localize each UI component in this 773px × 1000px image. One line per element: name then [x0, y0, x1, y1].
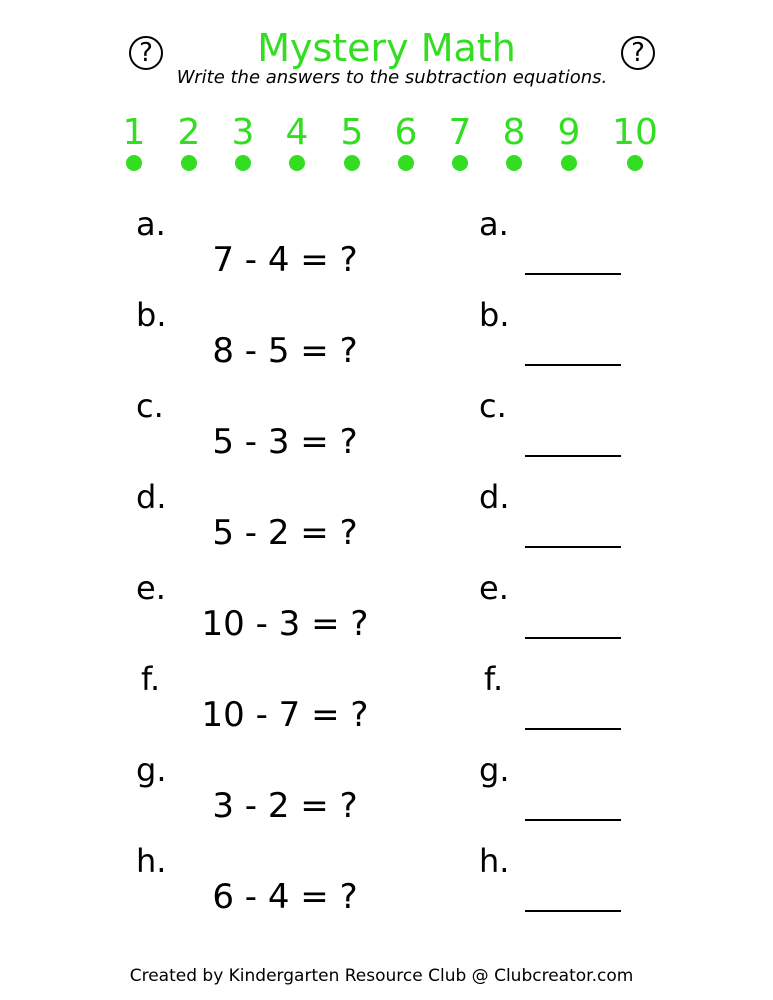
number-line-dot	[181, 155, 197, 171]
page-subtitle: Write the answers to the subtraction equations.	[176, 67, 608, 88]
problem-letter: e.	[136, 569, 166, 607]
answer-letter: a.	[479, 205, 509, 243]
problem-letter: a.	[136, 205, 166, 243]
number-line-dot	[126, 155, 142, 171]
answer-blank[interactable]	[525, 819, 621, 821]
problem-letter: f.	[141, 660, 161, 698]
answer-blank[interactable]	[525, 546, 621, 548]
problem-letter: g.	[136, 751, 167, 789]
number-line-dot	[627, 155, 643, 171]
number-line-dot	[289, 155, 305, 171]
problem-equation: 7 - 4 = ?	[212, 240, 358, 280]
number-line-number: 10	[612, 112, 658, 153]
problem-equation: 10 - 7 = ?	[201, 695, 369, 735]
answer-blank[interactable]	[525, 910, 621, 912]
number-line-number: 8	[502, 112, 526, 153]
number-line-number: 5	[340, 112, 364, 153]
number-line-dot	[398, 155, 414, 171]
number-line-number: 6	[394, 112, 418, 153]
answer-blank[interactable]	[525, 728, 621, 730]
number-line-dot	[452, 155, 468, 171]
question-icon: ?	[129, 36, 163, 70]
problem-equation: 10 - 3 = ?	[201, 604, 369, 644]
problem-equation: 8 - 5 = ?	[212, 331, 358, 371]
problem-equation: 3 - 2 = ?	[212, 786, 358, 826]
number-line-dot	[506, 155, 522, 171]
problem-equation: 5 - 2 = ?	[212, 513, 358, 553]
answer-blank[interactable]	[525, 637, 621, 639]
number-line-number: 9	[557, 112, 581, 153]
answer-letter: e.	[479, 569, 509, 607]
answer-letter: d.	[479, 478, 510, 516]
answer-blank[interactable]	[525, 364, 621, 366]
answer-blank[interactable]	[525, 455, 621, 457]
number-line-dot	[344, 155, 360, 171]
answer-letter: g.	[479, 751, 510, 789]
question-icon: ?	[621, 36, 655, 70]
footer-credit: Created by Kindergarten Resource Club @ Clubcreator.com	[129, 966, 634, 986]
answer-letter: f.	[484, 660, 504, 698]
number-line-dot	[561, 155, 577, 171]
answer-letter: b.	[479, 296, 510, 334]
answer-letter: h.	[479, 842, 510, 880]
problem-letter: c.	[136, 387, 164, 425]
problem-equation: 5 - 3 = ?	[212, 422, 358, 462]
number-line-number: 3	[231, 112, 255, 153]
number-line-dot	[235, 155, 251, 171]
number-line-number: 1	[122, 112, 146, 153]
number-line-number: 2	[177, 112, 201, 153]
problem-equation: 6 - 4 = ?	[212, 877, 358, 917]
answer-blank[interactable]	[525, 273, 621, 275]
problem-letter: b.	[136, 296, 167, 334]
page-title: Mystery Math	[257, 26, 516, 70]
number-line-number: 7	[448, 112, 472, 153]
number-line-number: 4	[285, 112, 309, 153]
problem-letter: d.	[136, 478, 167, 516]
answer-letter: c.	[479, 387, 507, 425]
problem-letter: h.	[136, 842, 167, 880]
